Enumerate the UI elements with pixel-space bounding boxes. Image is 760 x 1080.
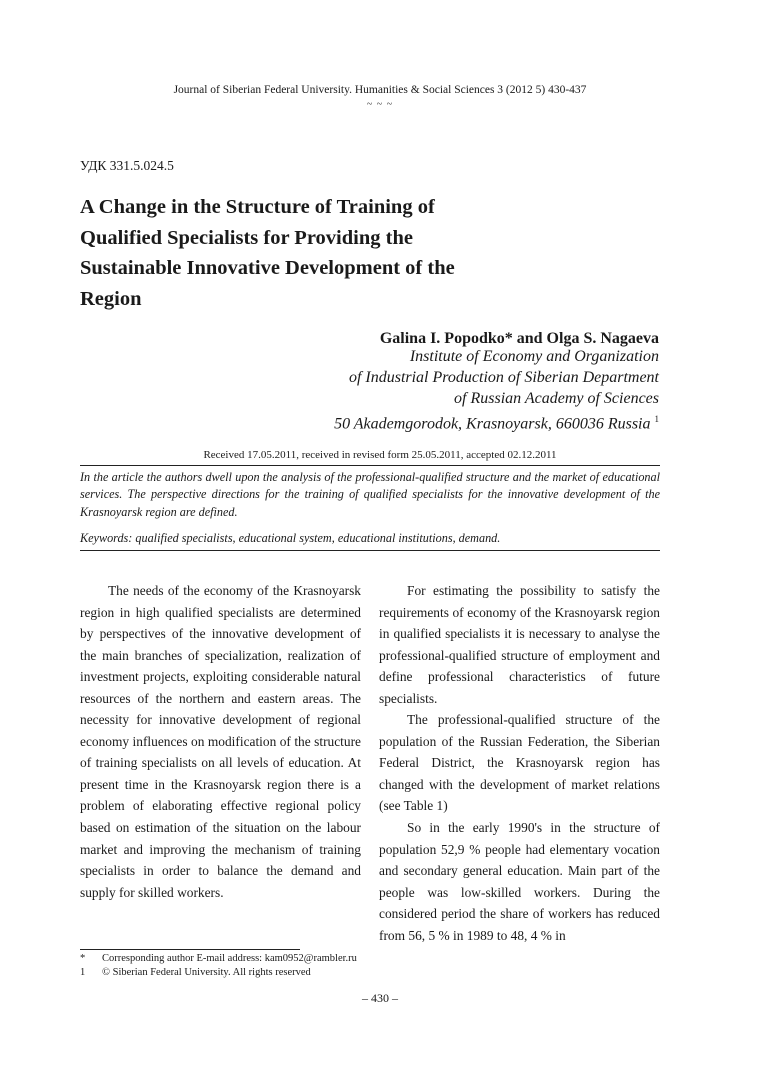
affiliation-line: Institute of Economy and Organization bbox=[409, 348, 659, 365]
author-affiliation bbox=[239, 346, 659, 434]
footnote-mark: * bbox=[80, 953, 86, 964]
udc-code: УДК 331.5.024.5 bbox=[80, 158, 174, 173]
body-column-left bbox=[80, 580, 361, 903]
affiliation-line: of Industrial Production of Siberian Department bbox=[348, 369, 659, 386]
author-names: Galina I. Popodko* and Olga S. Nagaeva bbox=[379, 330, 659, 347]
header-ornament: ~ ~ ~ bbox=[366, 99, 394, 110]
footnote-text: Corresponding author E-mail address: kam0952@rambler.ru bbox=[102, 953, 357, 964]
submission-dates: Received 17.05.2011, received in revised form 25.05.2011, accepted 02.12.2011 bbox=[203, 449, 557, 461]
body-paragraph: For estimating the possibility to satisfy the requirements of economy of the Krasnoyarsk region in qualified specialists it is necessary to analyse the professional-qualified structure of employment and define professional characteristics of future specialists. bbox=[379, 583, 660, 706]
body-paragraph: So in the early 1990's in the structure of population 52,9 % people had elementary vocation and secondary general education. Main part of the people was low-skilled workers. During the considered period the share of workers has reduced from 56, 5 % in 1989 to 48, 4 % in bbox=[379, 820, 660, 943]
footnote-rule bbox=[80, 949, 300, 950]
body-paragraph: The needs of the economy of the Krasnoyarsk region in high qualified specialists are determined by perspectives of the innovative development of the main branches of specialization, realization of investment projects, exploiting considerable natural resources of the northern and eastern areas. The necessity for innovative development of regional economy influences on modification of the structure of training specialists on all levels of education. At present time in the Krasnoyarsk region there is a problem of elaborating effective regional policy based on estimation of the situation on the labour market and improving the mechanism of training specialists in order to balance the demand and supply for skilled workers. bbox=[80, 583, 361, 900]
abstract-top-rule bbox=[80, 465, 660, 466]
footnote bbox=[80, 952, 357, 966]
affiliation-address bbox=[239, 409, 659, 434]
footnote-marker: 1 bbox=[654, 414, 659, 424]
body-paragraph: The professional-qualified structure of the population of the Russian Federation, the Siberian Federal District, the Krasnoyarsk region has changed with the development of market relations (see Table 1) bbox=[379, 712, 660, 814]
abstract-bottom-rule bbox=[80, 550, 660, 551]
abstract: In the article the authors dwell upon the analysis of the professional-qualified structure and the market of educational services. The perspective directions for the training of qualified specialists for the innovative development of the Krasnoyarsk region are defined. bbox=[80, 470, 660, 519]
affiliation-line: 50 Akademgorodok, Krasnoyarsk, 660036 Russia bbox=[334, 415, 651, 433]
body-column-right bbox=[379, 580, 660, 946]
keywords: Keywords: qualified specialists, educational system, educational institutions, demand. bbox=[80, 531, 501, 545]
affiliation-line: of Russian Academy of Sciences bbox=[454, 390, 659, 407]
article-title: A Change in the Structure of Training of Qualified Specialists for Providing the Sustainable Innovative Development of the Region bbox=[80, 196, 455, 310]
footnote bbox=[80, 966, 357, 980]
page-number: – 430 – bbox=[362, 991, 398, 1005]
journal-header: Journal of Siberian Federal University. Humanities & Social Sciences 3 (2012 5) 430-437 bbox=[173, 84, 587, 96]
footnote-text: © Siberian Federal University. All rights reserved bbox=[102, 967, 311, 978]
footnotes bbox=[80, 952, 357, 980]
footnote-mark: 1 bbox=[80, 967, 86, 978]
